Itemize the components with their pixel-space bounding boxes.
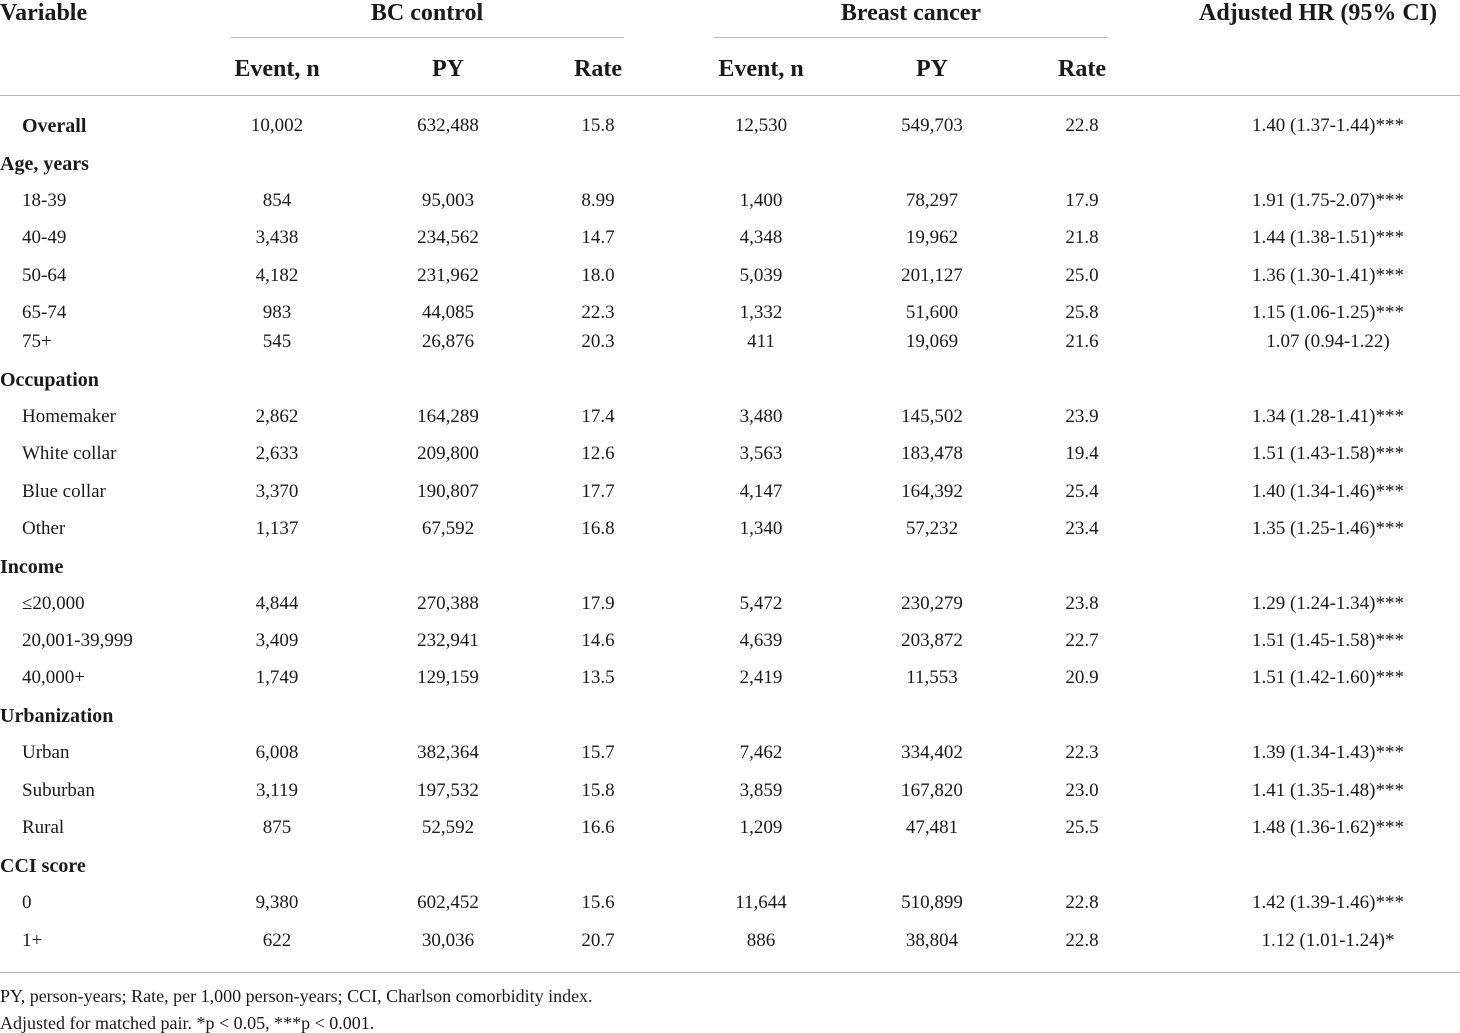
header-variable: Variable — [0, 0, 88, 26]
cell-bc-rate: 15.7 — [581, 742, 615, 763]
row-label: 65-74 — [22, 302, 67, 323]
row-label: Urban — [22, 742, 70, 763]
row-label: Suburban — [22, 780, 95, 801]
cell-ca-event: 3,563 — [739, 443, 783, 464]
cell-ca-event: 1,340 — [739, 518, 783, 539]
cell-ca-rate: 19.4 — [1065, 443, 1099, 464]
cell-ca-py: 47,481 — [905, 817, 959, 838]
header-bc-control: BC control — [370, 0, 484, 26]
cell-ca-event: 5,039 — [739, 265, 783, 286]
cell-ca-py: 19,962 — [905, 227, 959, 248]
cell-bc-py: 26,876 — [421, 331, 475, 352]
row-label: Blue collar — [22, 481, 106, 502]
cell-adjusted-hr: 1.51 (1.42-1.60)*** — [1252, 667, 1404, 688]
cell-ca-rate: 20.9 — [1065, 667, 1099, 688]
cell-bc-event: 545 — [262, 331, 292, 352]
cell-ca-rate: 25.8 — [1065, 302, 1099, 323]
cell-bc-event: 10,002 — [250, 115, 304, 136]
cell-ca-rate: 22.8 — [1065, 930, 1099, 951]
header-bc-event: Event, n — [234, 56, 320, 82]
header-adjusted-hr: Adjusted HR (95% CI) — [1199, 0, 1438, 26]
cell-bc-py: 52,592 — [421, 817, 475, 838]
cell-bc-py: 231,962 — [417, 265, 479, 286]
cell-ca-rate: 17.9 — [1065, 190, 1099, 211]
cell-bc-py: 382,364 — [417, 742, 479, 763]
cell-ca-event: 11,644 — [735, 892, 787, 913]
cell-bc-py: 44,085 — [421, 302, 475, 323]
cell-ca-event: 4,348 — [739, 227, 783, 248]
breast-cancer-group-rule — [714, 37, 1108, 38]
cell-bc-rate: 15.6 — [581, 892, 615, 913]
cell-bc-event: 2,862 — [255, 406, 299, 427]
cell-ca-rate: 23.9 — [1065, 406, 1099, 427]
cell-ca-rate: 21.8 — [1065, 227, 1099, 248]
section-label: Age, years — [0, 153, 89, 175]
cell-ca-py: 78,297 — [905, 190, 959, 211]
cell-adjusted-hr: 1.29 (1.24-1.34)*** — [1252, 593, 1404, 614]
cell-bc-rate: 14.6 — [581, 630, 615, 651]
cell-adjusted-hr: 1.12 (1.01-1.24)* — [1261, 930, 1395, 951]
header-ca-rate: Rate — [1058, 56, 1106, 82]
cell-bc-py: 209,800 — [417, 443, 479, 464]
cell-bc-py: 95,003 — [421, 190, 475, 211]
cell-bc-event: 854 — [262, 190, 292, 211]
footnote-adjustment: Adjusted for matched pair. *p < 0.05, ***p < 0.001. — [0, 1013, 375, 1033]
cell-bc-rate: 17.7 — [581, 481, 615, 502]
cell-bc-py: 164,289 — [417, 406, 479, 427]
cell-bc-rate: 18.0 — [581, 265, 615, 286]
cell-ca-event: 7,462 — [739, 742, 783, 763]
cell-ca-rate: 23.8 — [1065, 593, 1099, 614]
header-ca-py: PY — [916, 56, 948, 82]
cell-ca-py: 203,872 — [901, 630, 963, 651]
cell-ca-py: 167,820 — [901, 780, 963, 801]
row-label: 20,001-39,999 — [22, 630, 133, 651]
cell-adjusted-hr: 1.51 (1.43-1.58)*** — [1252, 443, 1404, 464]
cell-bc-event: 2,633 — [255, 443, 299, 464]
table-bottom-rule — [0, 972, 1460, 973]
cell-ca-py: 510,899 — [901, 892, 963, 913]
cell-adjusted-hr: 1.48 (1.36-1.62)*** — [1252, 817, 1404, 838]
cell-ca-event: 4,147 — [739, 481, 783, 502]
cell-ca-rate: 25.5 — [1065, 817, 1099, 838]
cell-ca-event: 4,639 — [739, 630, 783, 651]
row-label: 40,000+ — [22, 667, 85, 688]
row-label: Overall — [22, 115, 87, 137]
cell-bc-rate: 20.7 — [581, 930, 615, 951]
bc-control-group-rule — [231, 37, 624, 38]
cell-ca-event: 3,480 — [739, 406, 783, 427]
header-ca-event: Event, n — [718, 56, 804, 82]
cell-bc-event: 1,749 — [255, 667, 299, 688]
cell-bc-event: 1,137 — [255, 518, 299, 539]
cell-bc-event: 3,409 — [255, 630, 299, 651]
cell-bc-event: 9,380 — [255, 892, 299, 913]
cell-ca-rate: 21.6 — [1065, 331, 1099, 352]
cell-adjusted-hr: 1.07 (0.94-1.22) — [1266, 331, 1390, 352]
cell-bc-event: 622 — [262, 930, 292, 951]
cell-bc-event: 4,182 — [255, 265, 299, 286]
cell-ca-event: 411 — [747, 331, 775, 352]
cell-bc-event: 3,119 — [255, 780, 299, 801]
cell-bc-rate: 12.6 — [581, 443, 615, 464]
cell-ca-event: 3,859 — [739, 780, 783, 801]
cell-bc-py: 67,592 — [421, 518, 475, 539]
cell-bc-rate: 14.7 — [581, 227, 615, 248]
cell-ca-rate: 22.7 — [1065, 630, 1099, 651]
cell-ca-py: 57,232 — [905, 518, 959, 539]
cell-ca-rate: 22.8 — [1065, 115, 1099, 136]
cell-adjusted-hr: 1.36 (1.30-1.41)*** — [1252, 265, 1404, 286]
cell-bc-event: 4,844 — [255, 593, 299, 614]
cell-adjusted-hr: 1.40 (1.34-1.46)*** — [1252, 481, 1404, 502]
cell-ca-py: 11,553 — [906, 667, 958, 688]
cell-bc-rate: 17.9 — [581, 593, 615, 614]
cell-ca-rate: 25.0 — [1065, 265, 1099, 286]
cell-bc-py: 632,488 — [417, 115, 479, 136]
cell-bc-event: 6,008 — [255, 742, 299, 763]
row-label: Rural — [22, 817, 65, 838]
cell-ca-py: 19,069 — [905, 331, 959, 352]
cell-adjusted-hr: 1.44 (1.38-1.51)*** — [1252, 227, 1404, 248]
cell-bc-py: 30,036 — [421, 930, 475, 951]
cell-bc-rate: 22.3 — [581, 302, 615, 323]
cell-ca-event: 1,400 — [739, 190, 783, 211]
cell-ca-rate: 22.8 — [1065, 892, 1099, 913]
cell-ca-event: 886 — [746, 930, 776, 951]
cell-bc-py: 270,388 — [417, 593, 479, 614]
row-label: Homemaker — [22, 406, 116, 427]
cell-ca-py: 334,402 — [901, 742, 963, 763]
cell-ca-py: 183,478 — [901, 443, 963, 464]
cell-adjusted-hr: 1.35 (1.25-1.46)*** — [1252, 518, 1404, 539]
section-label: Urbanization — [0, 705, 114, 727]
cell-bc-event: 3,370 — [255, 481, 299, 502]
header-bc-py: PY — [432, 56, 464, 82]
cell-bc-rate: 8.99 — [581, 190, 615, 211]
cell-ca-event: 5,472 — [739, 593, 783, 614]
row-label: ≤20,000 — [22, 593, 85, 614]
cell-bc-rate: 17.4 — [581, 406, 615, 427]
cell-bc-event: 875 — [262, 817, 292, 838]
section-label: Income — [0, 556, 64, 578]
cell-adjusted-hr: 1.91 (1.75-2.07)*** — [1252, 190, 1404, 211]
row-label: 1+ — [22, 930, 43, 951]
cell-ca-rate: 22.3 — [1065, 742, 1099, 763]
row-label: 18-39 — [22, 190, 67, 211]
row-label: 75+ — [22, 331, 52, 352]
cell-ca-event: 1,332 — [739, 302, 783, 323]
cell-bc-py: 232,941 — [417, 630, 479, 651]
row-label: White collar — [22, 443, 117, 464]
cell-adjusted-hr: 1.39 (1.34-1.43)*** — [1252, 742, 1404, 763]
cell-adjusted-hr: 1.42 (1.39-1.46)*** — [1252, 892, 1404, 913]
cell-bc-py: 129,159 — [417, 667, 479, 688]
cell-bc-rate: 13.5 — [581, 667, 615, 688]
cell-adjusted-hr: 1.15 (1.06-1.25)*** — [1252, 302, 1404, 323]
cell-bc-event: 3,438 — [255, 227, 299, 248]
cell-bc-py: 602,452 — [417, 892, 479, 913]
row-label: 0 — [22, 892, 32, 913]
section-label: Occupation — [0, 369, 99, 391]
cell-bc-py: 197,532 — [417, 780, 479, 801]
section-label: CCI score — [0, 855, 86, 877]
header-bc-rate: Rate — [574, 56, 622, 82]
cell-ca-py: 51,600 — [905, 302, 959, 323]
cell-bc-py: 190,807 — [417, 481, 479, 502]
row-label: Other — [22, 518, 66, 539]
cell-ca-py: 38,804 — [905, 930, 959, 951]
cell-ca-event: 2,419 — [739, 667, 783, 688]
cell-bc-rate: 16.6 — [581, 817, 615, 838]
header-breast-cancer: Breast cancer — [840, 0, 982, 26]
cell-bc-rate: 16.8 — [581, 518, 615, 539]
cell-bc-rate: 15.8 — [581, 780, 615, 801]
cell-adjusted-hr: 1.51 (1.45-1.58)*** — [1252, 630, 1404, 651]
cell-bc-rate: 15.8 — [581, 115, 615, 136]
cell-ca-event: 1,209 — [739, 817, 783, 838]
row-label: 50-64 — [22, 265, 67, 286]
cell-ca-py: 145,502 — [901, 406, 963, 427]
cell-bc-event: 983 — [262, 302, 292, 323]
cell-ca-py: 164,392 — [901, 481, 963, 502]
footnote-abbreviations: PY, person-years; Rate, per 1,000 person-years; CCI, Charlson comorbidity index. — [0, 986, 593, 1006]
cell-ca-rate: 25.4 — [1065, 481, 1099, 502]
cell-ca-py: 230,279 — [901, 593, 963, 614]
header-bottom-rule — [0, 95, 1460, 96]
cell-adjusted-hr: 1.41 (1.35-1.48)*** — [1252, 780, 1404, 801]
cell-bc-rate: 20.3 — [581, 331, 615, 352]
cell-adjusted-hr: 1.34 (1.28-1.41)*** — [1252, 406, 1404, 427]
cell-ca-event: 12,530 — [734, 115, 788, 136]
cell-bc-py: 234,562 — [417, 227, 479, 248]
cell-adjusted-hr: 1.40 (1.37-1.44)*** — [1252, 115, 1404, 136]
cell-ca-rate: 23.4 — [1065, 518, 1099, 539]
cell-ca-rate: 23.0 — [1065, 780, 1099, 801]
cell-ca-py: 201,127 — [901, 265, 963, 286]
cell-ca-py: 549,703 — [901, 115, 963, 136]
row-label: 40-49 — [22, 227, 67, 248]
